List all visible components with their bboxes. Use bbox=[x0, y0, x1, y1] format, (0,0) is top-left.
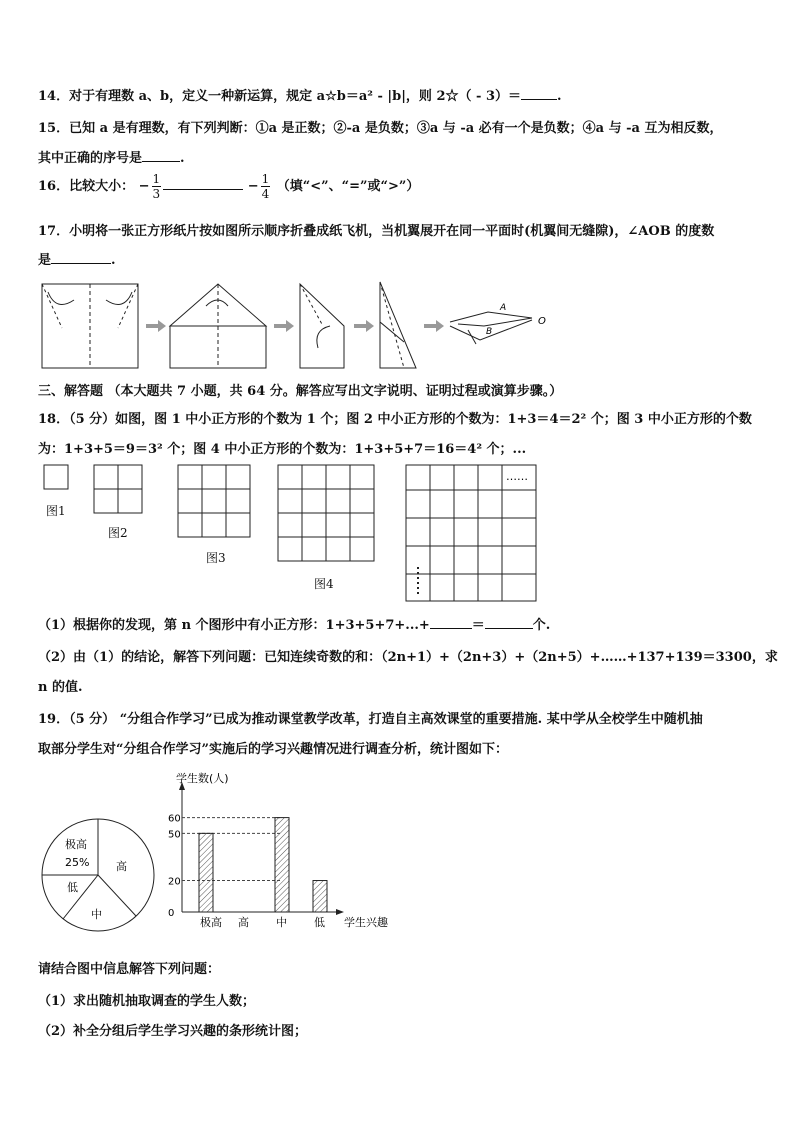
question-17-line1 bbox=[38, 220, 714, 239]
frac1-num: 1 bbox=[152, 172, 161, 186]
grid-fig-4 bbox=[278, 465, 374, 561]
arrow-icon bbox=[146, 320, 166, 332]
plane-label-a: A bbox=[500, 303, 507, 313]
q15-text: 15．已知 a 是有理数，有下列判断：①a 是正数；②-a 是负数；③a 与 -a 必有一个是负数；④a 与 -a 互为相反数， bbox=[38, 121, 723, 136]
question-19-line1 bbox=[38, 708, 703, 727]
pie-label-jigao: 极高 bbox=[65, 838, 87, 851]
x-tick-label: 极高 bbox=[200, 916, 222, 929]
q17-end: . bbox=[111, 253, 116, 268]
pie-label-zhong: 中 bbox=[91, 908, 102, 921]
q19-part2-text: （2）补全分组后学生学习兴趣的条形统计图； bbox=[38, 1024, 308, 1039]
q14-answer-blank[interactable] bbox=[521, 86, 557, 100]
q15-answer-blank[interactable] bbox=[142, 148, 180, 162]
pie-label-25: 25% bbox=[65, 856, 90, 869]
y-tick-label: 20 bbox=[168, 876, 181, 888]
question-14 bbox=[38, 85, 562, 104]
q18-text2: 为：1+3+5＝9＝3² 个；图 4 中小正方形的个数为：1+3+5+7＝16＝4² 个；... bbox=[38, 442, 527, 457]
fold-step-4 bbox=[380, 282, 416, 368]
arrow-icon bbox=[354, 320, 374, 332]
question-15-line2 bbox=[38, 147, 185, 166]
pie-divider-lower-right bbox=[98, 875, 136, 916]
q19-text: 19．（5 分） “分组合作学习”已成为推动课堂教学改革，打造自主高效课堂的重要措施. 某中学从全校学生中随机抽 bbox=[38, 712, 703, 727]
q18-part1-text: （1）根据你的发现，第 n 个图形中有小正方形：1+3+5+7+...+ bbox=[38, 618, 430, 633]
q16-suffix: （填“<”、“=”或“>”） bbox=[276, 179, 420, 194]
q18-blank-2[interactable] bbox=[485, 615, 533, 629]
question-18-line2 bbox=[38, 438, 526, 457]
fig-label-3: 图3 bbox=[206, 551, 226, 565]
q18-part2-text: （2）由（1）的结论，解答下列问题：已知连续奇数的和：（2n+1）+（2n+3）+（2n+5）+……+137+139＝3300，求 bbox=[38, 650, 778, 665]
pie-label-di: 低 bbox=[67, 881, 78, 894]
section-3-heading bbox=[38, 380, 562, 399]
question-17-line2 bbox=[38, 249, 116, 268]
question-18-part1 bbox=[38, 614, 550, 633]
bar-chart bbox=[160, 772, 400, 944]
arrow-icon bbox=[424, 320, 444, 332]
x-tick-label: 高 bbox=[238, 916, 249, 929]
grid-fig-n bbox=[406, 465, 536, 601]
q16-answer-blank[interactable] bbox=[163, 176, 243, 190]
fig-label-1: 图1 bbox=[46, 504, 66, 518]
q14-end: . bbox=[557, 89, 562, 104]
q19-part1 bbox=[38, 990, 255, 1009]
fraction-1-4 bbox=[261, 172, 271, 201]
q17-text: 17．小明将一张正方形纸片按如图所示顺序折叠成纸飞机，当机翼展开在同一平面时(机翼间无缝隙)，∠AOB 的度数 bbox=[38, 224, 715, 239]
grid-fig-3 bbox=[178, 465, 250, 537]
plane-label-o: O bbox=[538, 316, 546, 327]
arrow-icon bbox=[274, 320, 294, 332]
q17-answer-blank[interactable] bbox=[51, 250, 111, 264]
x-tick-label: 中 bbox=[276, 916, 287, 929]
bar-中 bbox=[275, 818, 289, 912]
question-18-part2-line1 bbox=[38, 646, 778, 665]
frac1-den: 3 bbox=[152, 187, 161, 201]
x-axis-label: 学生兴趣 bbox=[344, 916, 388, 929]
question-18-part2-line2 bbox=[38, 676, 83, 695]
y-axis-label: 学生数(人) bbox=[176, 772, 229, 785]
q19-part2 bbox=[38, 1020, 307, 1039]
q19-after bbox=[38, 958, 220, 977]
bar-低 bbox=[313, 881, 327, 912]
pie-chart bbox=[38, 815, 158, 935]
question-15-line1 bbox=[38, 117, 723, 136]
bar-极高 bbox=[199, 833, 213, 912]
y-tick-label: 50 bbox=[168, 829, 181, 841]
grid-fig-1 bbox=[44, 465, 68, 489]
x-axis-arrow-icon bbox=[336, 909, 344, 915]
fig-label-2: 图2 bbox=[108, 526, 128, 540]
q18-eq: ＝ bbox=[471, 618, 485, 633]
airplane-folding-figure bbox=[38, 278, 558, 372]
frac2-den: 4 bbox=[261, 187, 270, 201]
x-tick-label: 低 bbox=[314, 916, 325, 929]
q15-text2: 其中正确的序号是 bbox=[38, 151, 143, 166]
pie-label-gao: 高 bbox=[116, 860, 127, 873]
q15-end: . bbox=[180, 151, 185, 166]
q16-prefix: 16．比较大小： bbox=[38, 179, 135, 194]
q19-text2: 取部分学生对“分组合作学习”实施后的学习兴趣情况进行调查分析，统计图如下： bbox=[38, 742, 508, 757]
y-tick-label: 60 bbox=[168, 813, 181, 825]
fig-label-4: 图4 bbox=[314, 577, 334, 591]
y-tick-label: 0 bbox=[168, 908, 175, 919]
q19-after-text: 请结合图中信息解答下列问题： bbox=[38, 962, 221, 977]
q14-text: 14．对于有理数 a、b，定义一种新运算，规定 a☆b＝a² - |b|，则 2☆（ - 3）＝ bbox=[38, 89, 521, 104]
q18-text: 18．（5 分）如图，图 1 中小正方形的个数为 1 个；图 2 中小正方形的个数为：1+3＝4＝2² 个；图 3 中小正方形的个数 bbox=[38, 412, 752, 427]
q18-part1-end: 个. bbox=[532, 618, 551, 633]
q17-text2: 是 bbox=[38, 253, 52, 268]
fraction-1-3 bbox=[152, 172, 162, 201]
question-16 bbox=[38, 172, 419, 201]
q18-blank-1[interactable] bbox=[430, 615, 472, 629]
section-3-text: 三、解答题 （本大题共 7 小题，共 64 分。解答应写出文字说明、证明过程或演算步骤。） bbox=[38, 384, 563, 399]
grid-fig-2 bbox=[94, 465, 142, 513]
question-18-line1 bbox=[38, 408, 752, 427]
q16-minus1: − bbox=[138, 179, 150, 194]
q19-part1-text: （1）求出随机抽取调查的学生人数； bbox=[38, 994, 256, 1009]
q18-part2-text2: n 的值. bbox=[38, 680, 83, 695]
question-19-line2 bbox=[38, 738, 508, 757]
grid-dots-h: …… bbox=[506, 470, 528, 483]
q16-minus2: − bbox=[247, 179, 259, 194]
plane-label-b: B bbox=[486, 327, 493, 337]
frac2-num: 1 bbox=[261, 172, 270, 186]
